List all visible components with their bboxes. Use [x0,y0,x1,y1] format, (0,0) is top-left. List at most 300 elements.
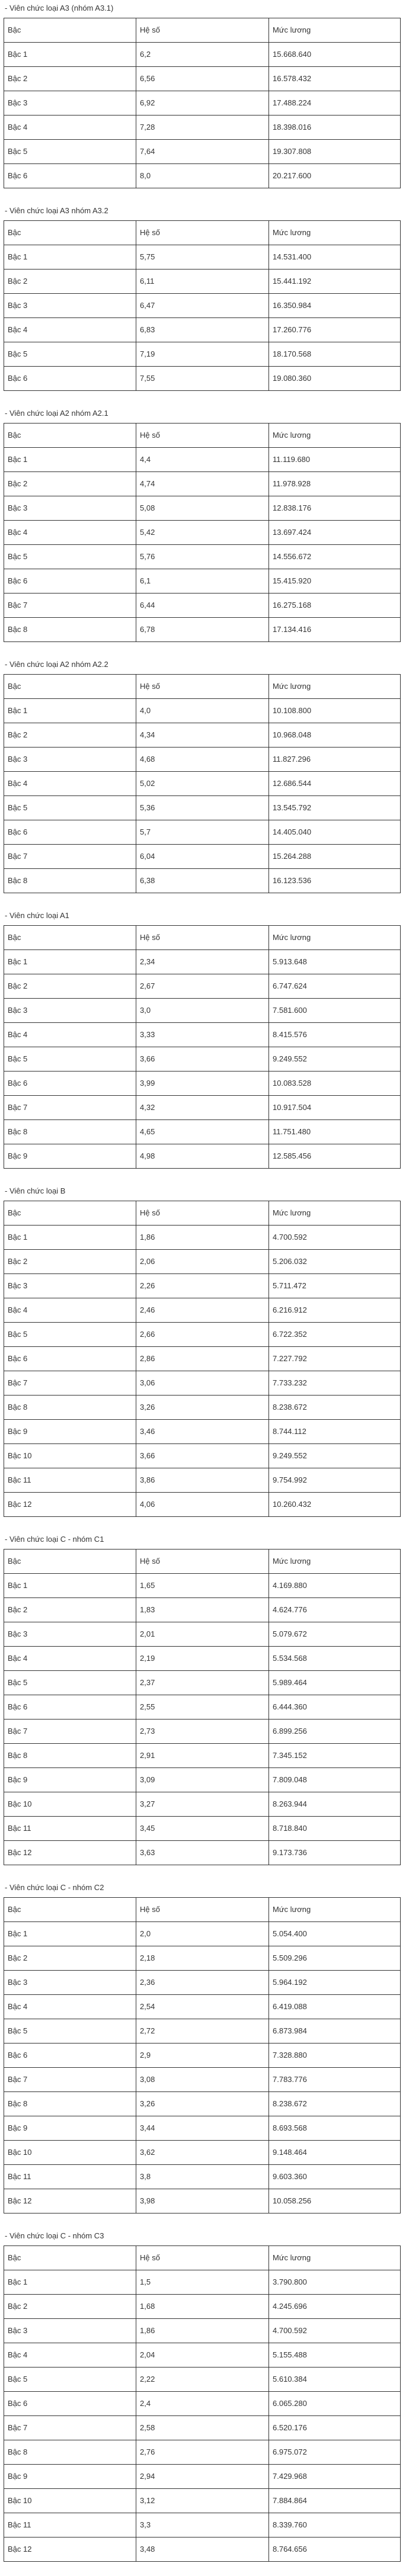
coefficient-cell: 2,67 [136,974,269,999]
table-row [4,2392,401,2416]
table-row [4,618,401,642]
table-row [4,2489,401,2513]
table-row [4,1347,401,1371]
table-header-row [4,1201,401,1226]
table-row [4,2092,401,2116]
grade-cell: Bậc 7 [4,594,136,618]
salary-cell: 9.173.736 [269,1841,401,1865]
table-row [4,164,401,188]
table-row [4,594,401,618]
grade-cell: Bậc 2 [4,1946,136,1971]
salary-cell: 10.058.256 [269,2189,401,2214]
salary-cell: 6.520.176 [269,2416,401,2440]
salary-cell: 5.989.464 [269,1671,401,1695]
table-row [4,2537,401,2562]
grade-cell: Bậc 12 [4,1841,136,1865]
salary-cell: 15.264.288 [269,845,401,869]
grade-cell: Bậc 4 [4,1023,136,1047]
section-title: - Viên chức loại A3 (nhóm A3.1) [5,4,114,12]
table-row [4,1323,401,1347]
coefficient-cell: 6,11 [136,270,269,294]
grade-cell: Bậc 1 [4,1922,136,1946]
table-header-row [4,2246,401,2270]
header-cell: Hệ số [136,424,269,448]
salary-cell: 17.260.776 [269,318,401,342]
table-row [4,796,401,820]
grade-cell: Bậc 4 [4,2343,136,2368]
coefficient-cell: 2,06 [136,1250,269,1274]
coefficient-cell: 4,98 [136,1144,269,1169]
salary-cell: 12.585.456 [269,1144,401,1169]
grade-cell: Bậc 1 [4,245,136,270]
grade-cell: Bậc 8 [4,1744,136,1768]
coefficient-cell: 4,4 [136,448,269,472]
grade-cell: Bậc 3 [4,2319,136,2343]
salary-cell: 8.238.672 [269,1396,401,1420]
salary-cell: 8.718.840 [269,1817,401,1841]
salary-cell: 9.249.552 [269,1444,401,1468]
coefficient-cell: 2,86 [136,1347,269,1371]
coefficient-cell: 3,66 [136,1047,269,1072]
header-cell: Bậc [4,926,136,950]
salary-cell: 9.148.464 [269,2141,401,2165]
coefficient-cell: 6,44 [136,594,269,618]
coefficient-cell: 2,19 [136,1647,269,1671]
coefficient-cell: 3,66 [136,1444,269,1468]
coefficient-cell: 3,0 [136,999,269,1023]
salary-table [4,220,401,391]
salary-cell: 8.238.672 [269,2092,401,2116]
salary-cell: 6.975.072 [269,2440,401,2465]
salary-cell: 6.899.256 [269,1720,401,1744]
coefficient-cell: 3,26 [136,2092,269,2116]
header-cell: Mức lương [269,675,401,699]
salary-table [4,1549,401,1865]
grade-cell: Bậc 4 [4,1298,136,1323]
grade-cell: Bậc 10 [4,2141,136,2165]
salary-cell: 5.610.384 [269,2368,401,2392]
salary-cell: 4.169.880 [269,1574,401,1598]
salary-cell: 11.827.296 [269,748,401,772]
grade-cell: Bậc 5 [4,1323,136,1347]
table-row [4,448,401,472]
grade-cell: Bậc 3 [4,496,136,521]
salary-cell: 7.809.048 [269,1768,401,1792]
salary-cell: 5.079.672 [269,1622,401,1647]
table-row [4,521,401,545]
grade-cell: Bậc 8 [4,2092,136,2116]
table-row [4,2513,401,2537]
coefficient-cell: 3,09 [136,1768,269,1792]
salary-cell: 10.968.048 [269,723,401,748]
header-cell: Hệ số [136,1201,269,1226]
salary-cell: 5.964.192 [269,1971,401,1995]
salary-cell: 13.545.792 [269,796,401,820]
grade-cell: Bậc 1 [4,2270,136,2295]
coefficient-cell: 4,0 [136,699,269,723]
coefficient-cell: 3,3 [136,2513,269,2537]
coefficient-cell: 3,27 [136,1792,269,1817]
coefficient-cell: 7,55 [136,367,269,391]
table-row [4,950,401,974]
table-row [4,2465,401,2489]
coefficient-cell: 2,94 [136,2465,269,2489]
grade-cell: Bậc 8 [4,1396,136,1420]
table-row [4,723,401,748]
salary-table [4,423,401,642]
coefficient-cell: 6,83 [136,318,269,342]
coefficient-cell: 5,76 [136,545,269,569]
coefficient-cell: 5,08 [136,496,269,521]
salary-cell: 20.217.600 [269,164,401,188]
header-cell: Mức lương [269,221,401,245]
grade-cell: Bậc 10 [4,1444,136,1468]
coefficient-cell: 2,55 [136,1695,269,1720]
coefficient-cell: 3,12 [136,2489,269,2513]
header-cell: Hệ số [136,1550,269,1574]
header-cell: Hệ số [136,18,269,43]
coefficient-cell: 2,76 [136,2440,269,2465]
salary-cell: 14.405.040 [269,820,401,845]
grade-cell: Bậc 3 [4,1622,136,1647]
salary-cell: 5.054.400 [269,1922,401,1946]
table-row [4,869,401,893]
coefficient-cell: 6,56 [136,67,269,91]
coefficient-cell: 3,45 [136,1817,269,1841]
coefficient-cell: 2,58 [136,2416,269,2440]
table-row [4,245,401,270]
grade-cell: Bậc 11 [4,2513,136,2537]
grade-cell: Bậc 9 [4,2116,136,2141]
table-row [4,1468,401,1493]
salary-cell: 14.556.672 [269,545,401,569]
coefficient-cell: 2,72 [136,2019,269,2044]
grade-cell: Bậc 3 [4,91,136,116]
coefficient-cell: 1,83 [136,1598,269,1622]
coefficient-cell: 7,19 [136,342,269,367]
grade-cell: Bậc 2 [4,1250,136,1274]
coefficient-cell: 6,2 [136,43,269,67]
salary-cell: 10.260.432 [269,1493,401,1517]
table-row [4,472,401,496]
table-row [4,1946,401,1971]
coefficient-cell: 3,26 [136,1396,269,1420]
table-row [4,1971,401,1995]
salary-cell: 4.245.696 [269,2295,401,2319]
header-cell: Bậc [4,221,136,245]
coefficient-cell: 3,44 [136,2116,269,2141]
header-cell: Bậc [4,1898,136,1922]
table-row [4,772,401,796]
table-header-row [4,926,401,950]
table-row [4,43,401,67]
salary-cell: 9.249.552 [269,1047,401,1072]
grade-cell: Bậc 2 [4,67,136,91]
coefficient-cell: 3,63 [136,1841,269,1865]
table-row [4,1023,401,1047]
salary-cell: 11.751.480 [269,1120,401,1144]
salary-cell: 7.328.880 [269,2044,401,2068]
salary-cell: 12.686.544 [269,772,401,796]
salary-cell: 8.693.568 [269,2116,401,2141]
header-cell: Hệ số [136,1898,269,1922]
salary-table [4,2245,401,2562]
table-row [4,974,401,999]
header-cell: Bậc [4,2246,136,2270]
salary-cell: 17.134.416 [269,618,401,642]
table-header-row [4,424,401,448]
grade-cell: Bậc 5 [4,796,136,820]
header-cell: Hệ số [136,221,269,245]
salary-cell: 7.227.792 [269,1347,401,1371]
coefficient-cell: 1,86 [136,2319,269,2343]
table-row [4,1274,401,1298]
salary-cell: 7.884.864 [269,2489,401,2513]
coefficient-cell: 2,26 [136,1274,269,1298]
coefficient-cell: 1,68 [136,2295,269,2319]
header-cell: Bậc [4,675,136,699]
grade-cell: Bậc 10 [4,1792,136,1817]
table-header-row [4,18,401,43]
section-title: - Viên chức loại B [5,1186,66,1195]
grade-cell: Bậc 4 [4,318,136,342]
coefficient-cell: 2,54 [136,1995,269,2019]
grade-cell: Bậc 11 [4,1468,136,1493]
salary-cell: 16.350.984 [269,294,401,318]
coefficient-cell: 4,74 [136,472,269,496]
coefficient-cell: 1,65 [136,1574,269,1598]
coefficient-cell: 3,48 [136,2537,269,2562]
coefficient-cell: 3,33 [136,1023,269,1047]
table-row [4,1250,401,1274]
salary-cell: 5.711.472 [269,1274,401,1298]
table-row [4,1995,401,2019]
coefficient-cell: 1,5 [136,2270,269,2295]
salary-cell: 14.531.400 [269,245,401,270]
table-row [4,2343,401,2368]
salary-cell: 8.764.656 [269,2537,401,2562]
table-row [4,116,401,140]
grade-cell: Bậc 9 [4,2465,136,2489]
coefficient-cell: 4,34 [136,723,269,748]
grade-cell: Bậc 7 [4,1720,136,1744]
header-cell: Mức lương [269,1898,401,1922]
salary-cell: 7.783.776 [269,2068,401,2092]
table-row [4,1072,401,1096]
grade-cell: Bậc 7 [4,2068,136,2092]
salary-table [4,1201,401,1517]
header-cell: Bậc [4,424,136,448]
table-row [4,367,401,391]
table-row [4,1493,401,1517]
coefficient-cell: 2,34 [136,950,269,974]
salary-cell: 6.873.984 [269,2019,401,2044]
header-cell: Hệ số [136,2246,269,2270]
grade-cell: Bậc 1 [4,43,136,67]
coefficient-cell: 2,46 [136,1298,269,1323]
grade-cell: Bậc 8 [4,869,136,893]
salary-cell: 9.603.360 [269,2165,401,2189]
salary-cell: 8.415.576 [269,1023,401,1047]
coefficient-cell: 3,46 [136,1420,269,1444]
grade-cell: Bậc 5 [4,342,136,367]
table-row [4,1396,401,1420]
salary-cell: 11.978.928 [269,472,401,496]
table-row [4,2295,401,2319]
grade-cell: Bậc 2 [4,974,136,999]
table-row [4,1047,401,1072]
coefficient-cell: 6,92 [136,91,269,116]
coefficient-cell: 5,42 [136,521,269,545]
salary-cell: 5.509.296 [269,1946,401,1971]
grade-cell: Bậc 1 [4,950,136,974]
salary-cell: 6.065.280 [269,2392,401,2416]
grade-cell: Bậc 5 [4,1047,136,1072]
grade-cell: Bậc 8 [4,2440,136,2465]
coefficient-cell: 6,38 [136,869,269,893]
grade-cell: Bậc 5 [4,545,136,569]
table-row [4,545,401,569]
table-row [4,999,401,1023]
salary-cell: 8.744.112 [269,1420,401,1444]
salary-cell: 10.917.504 [269,1096,401,1120]
salary-cell: 10.108.800 [269,699,401,723]
salary-cell: 7.429.968 [269,2465,401,2489]
table-row [4,2270,401,2295]
coefficient-cell: 2,73 [136,1720,269,1744]
coefficient-cell: 5,75 [136,245,269,270]
coefficient-cell: 1,86 [136,1226,269,1250]
salary-cell: 12.838.176 [269,496,401,521]
grade-cell: Bậc 12 [4,1493,136,1517]
table-row [4,2044,401,2068]
salary-cell: 16.275.168 [269,594,401,618]
grade-cell: Bậc 6 [4,164,136,188]
coefficient-cell: 3,08 [136,2068,269,2092]
table-row [4,1792,401,1817]
coefficient-cell: 6,1 [136,569,269,594]
coefficient-cell: 3,8 [136,2165,269,2189]
header-cell: Mức lương [269,2246,401,2270]
table-row [4,2141,401,2165]
section-title: - Viên chức loại C - nhóm C2 [5,1883,104,1892]
salary-cell: 10.083.528 [269,1072,401,1096]
grade-cell: Bậc 2 [4,723,136,748]
coefficient-cell: 5,36 [136,796,269,820]
grade-cell: Bậc 12 [4,2537,136,2562]
table-row [4,1768,401,1792]
grade-cell: Bậc 2 [4,270,136,294]
coefficient-cell: 2,04 [136,2343,269,2368]
grade-cell: Bậc 4 [4,1647,136,1671]
coefficient-cell: 6,47 [136,294,269,318]
salary-table [4,1897,401,2214]
header-cell: Hệ số [136,675,269,699]
table-row [4,1226,401,1250]
grade-cell: Bậc 4 [4,521,136,545]
header-cell: Mức lương [269,1550,401,1574]
salary-cell: 7.733.232 [269,1371,401,1396]
grade-cell: Bậc 11 [4,2165,136,2189]
salary-cell: 19.080.360 [269,367,401,391]
section-title: - Viên chức loại A1 [5,911,69,920]
coefficient-cell: 5,02 [136,772,269,796]
table-row [4,1444,401,1468]
table-row [4,294,401,318]
table-row [4,748,401,772]
salary-cell: 7.581.600 [269,999,401,1023]
table-row [4,1744,401,1768]
table-header-row [4,1550,401,1574]
header-cell: Hệ số [136,926,269,950]
table-row [4,1574,401,1598]
table-row [4,2068,401,2092]
coefficient-cell: 2,22 [136,2368,269,2392]
grade-cell: Bậc 9 [4,1420,136,1444]
header-cell: Bậc [4,1201,136,1226]
salary-cell: 8.339.760 [269,2513,401,2537]
header-cell: Mức lương [269,424,401,448]
grade-cell: Bậc 9 [4,1144,136,1169]
grade-cell: Bậc 2 [4,1598,136,1622]
salary-table [4,925,401,1169]
salary-cell: 4.700.592 [269,2319,401,2343]
salary-cell: 7.345.152 [269,1744,401,1768]
section-title: - Viên chức loại A2 nhóm A2.2 [5,660,108,669]
salary-cell: 3.790.800 [269,2270,401,2295]
salary-cell: 5.155.488 [269,2343,401,2368]
table-header-row [4,221,401,245]
table-row [4,496,401,521]
grade-cell: Bậc 5 [4,1671,136,1695]
coefficient-cell: 2,18 [136,1946,269,1971]
table-row [4,342,401,367]
coefficient-cell: 7,64 [136,140,269,164]
header-cell: Mức lương [269,926,401,950]
grade-cell: Bậc 3 [4,1971,136,1995]
table-row [4,1298,401,1323]
table-row [4,1144,401,1169]
coefficient-cell: 3,98 [136,2189,269,2214]
table-row [4,1922,401,1946]
salary-cell: 4.700.592 [269,1226,401,1250]
salary-table [4,674,401,893]
table-row [4,1120,401,1144]
table-row [4,2368,401,2392]
grade-cell: Bậc 12 [4,2189,136,2214]
grade-cell: Bậc 3 [4,294,136,318]
table-row [4,2019,401,2044]
coefficient-cell: 2,0 [136,1922,269,1946]
coefficient-cell: 5,7 [136,820,269,845]
coefficient-cell: 4,32 [136,1096,269,1120]
coefficient-cell: 6,78 [136,618,269,642]
table-row [4,569,401,594]
table-row [4,1841,401,1865]
salary-cell: 16.578.432 [269,67,401,91]
grade-cell: Bậc 8 [4,618,136,642]
coefficient-cell: 8,0 [136,164,269,188]
table-row [4,2319,401,2343]
grade-cell: Bậc 4 [4,772,136,796]
grade-cell: Bậc 7 [4,1371,136,1396]
coefficient-cell: 2,4 [136,2392,269,2416]
salary-cell: 18.170.568 [269,342,401,367]
grade-cell: Bậc 6 [4,2392,136,2416]
section-title: - Viên chức loại A3 nhóm A3.2 [5,206,108,215]
table-row [4,1598,401,1622]
table-row [4,2416,401,2440]
